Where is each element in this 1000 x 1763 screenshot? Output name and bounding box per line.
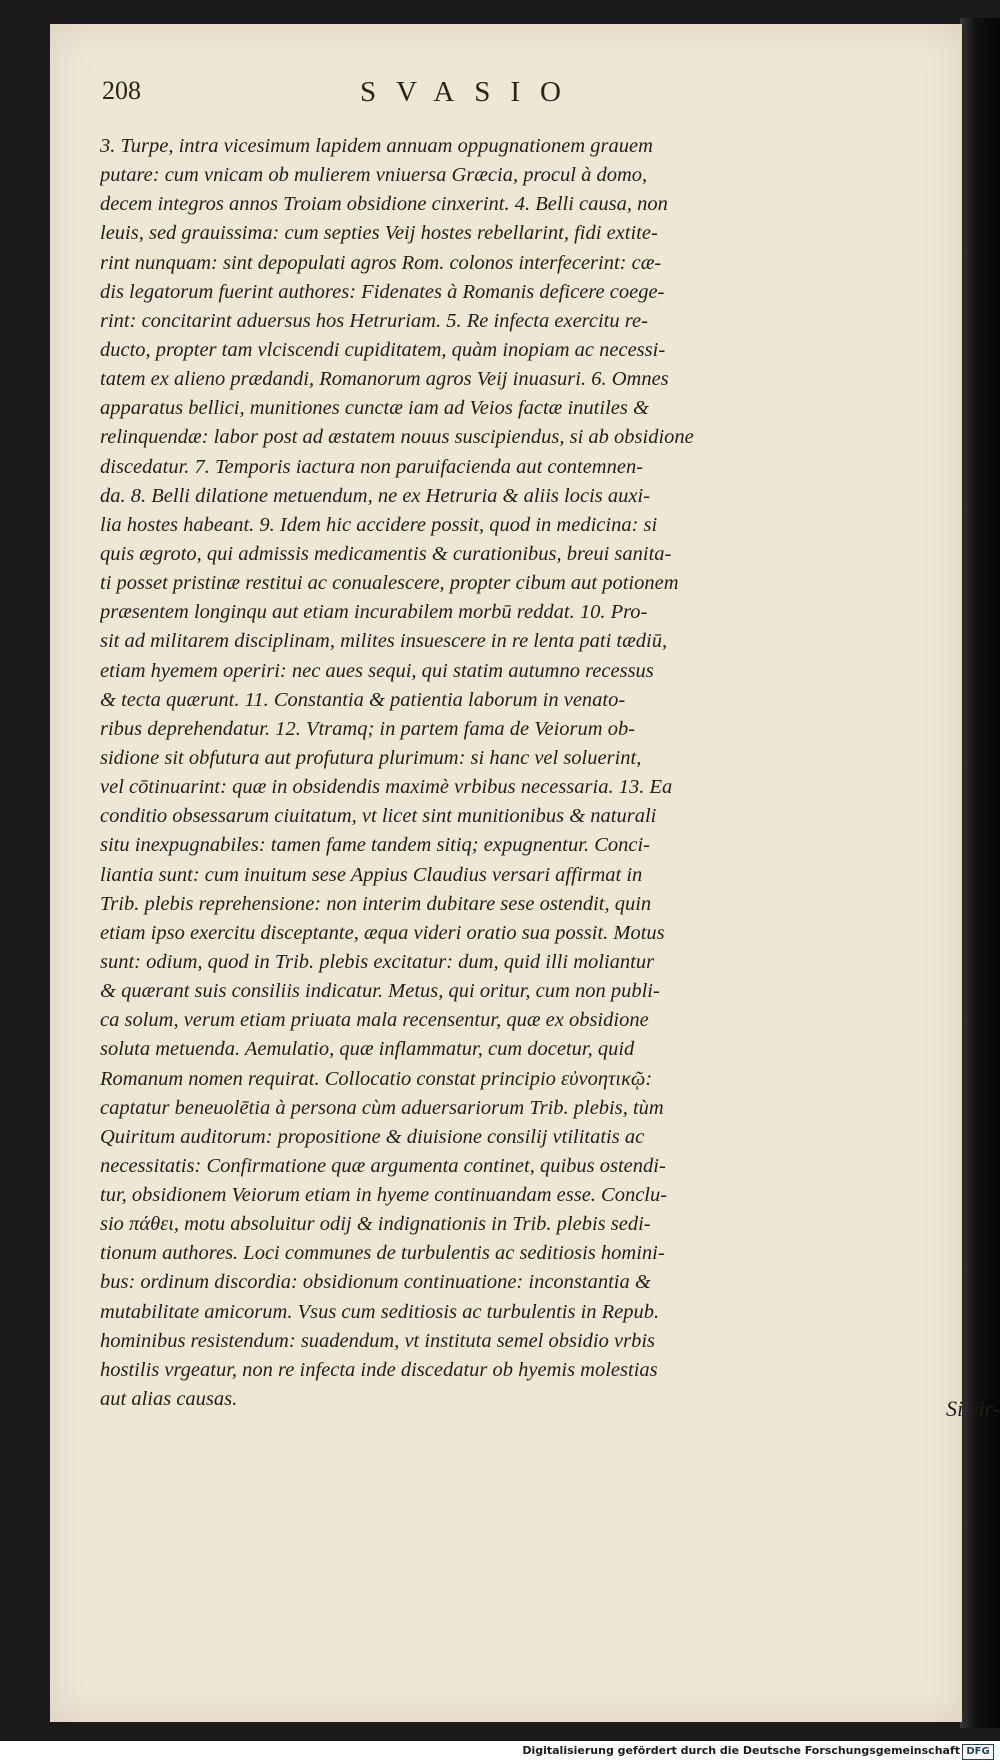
- text-line: Romanum nomen requirat. Collocatio constat principio εὐνοητικῷ:: [100, 1067, 653, 1090]
- text-line: dis legatorum fuerint authores: Fidenates à Romanis deficere coege-: [100, 280, 665, 303]
- text-line: ducto, propter tam vlciscendi cupiditatem, quàm inopiam ac necessi-: [100, 338, 666, 361]
- digitization-credit: Digitalisierung gefördert durch die Deutsche Forschungsgemeinschaft: [522, 1744, 960, 1757]
- text-line: bus: ordinum discordia: obsidionum continuatione: inconstantia &: [100, 1271, 651, 1294]
- text-line: quis ægroto, qui admissis medicamentis & curationibus, breui sanita-: [100, 542, 672, 565]
- page-number: 208: [102, 76, 141, 105]
- text-line: sidione sit obfutura aut profutura plurimum: si hanc vel soluerint,: [100, 746, 642, 769]
- text-line: tur, obsidionem Veiorum etiam in hyeme continuandam esse. Conclu-: [100, 1184, 668, 1207]
- text-line: leuis, sed grauissima: cum septies Veij hostes rebellarint, fidi extite-: [100, 222, 658, 245]
- text-line: & quærant suis consiliis indicatur. Metus, qui oritur, cum non publi-: [100, 980, 660, 1003]
- text-line: captatur beneuolētia à persona cùm aduersariorum Trib. plebis, tùm: [100, 1096, 664, 1119]
- text-line: Quiritum auditorum: propositione & diuisione consilij vtilitatis ac: [100, 1125, 645, 1148]
- text-line: etiam ipso exercitu disceptante, æqua videri oratio sua possit. Motus: [100, 921, 665, 944]
- text-line: vel cōtinuarint: quæ in obsidendis maximè vrbibus necessaria. 13. Ea: [100, 776, 673, 799]
- text-line: 3. Turpe, intra vicesimum lapidem annuam oppugnationem grauem: [100, 135, 653, 157]
- text-line: rint: concitarint aduersus hos Hetruriam. 5. Re infecta exercitu re-: [100, 309, 648, 332]
- text-line: tatem ex alieno prædandi, Romanorum agros Veij inuasuri. 6. Omnes: [100, 368, 669, 391]
- page-body-text: [100, 132, 960, 1414]
- text-line: præsentem longinqu aut etiam incurabilem morbū reddat. 10. Pro-: [100, 601, 648, 624]
- text-line: apparatus bellici, munitiones cunctæ iam ad Veios factæ inutiles &: [100, 397, 649, 420]
- text-line: relinquendæ: labor post ad æstatem nouus suscipiendus, si ab obsidione: [100, 426, 694, 449]
- text-line: sunt: odium, quod in Trib. plebis excitatur: dum, quid illi moliantur: [100, 950, 655, 973]
- text-line: putare: cum vnicam ob mulierem vniuersa Græcia, procul à domo,: [100, 164, 648, 187]
- text-line: etiam hyemem operiri: nec aues sequi, qui statim autumno recessus: [100, 659, 654, 682]
- text-line: & tecta quærunt. 11. Constantia & patientia laborum in venato-: [100, 688, 626, 711]
- text-line: discedatur. 7. Temporis iactura non paruifacienda aut contemnen-: [100, 455, 644, 478]
- text-line: liantia sunt: cum inuitum sese Appius Claudius versari affirmat in: [100, 863, 643, 886]
- text-line: rint nunquam: sint depopulati agros Rom. colonos interfecerint: cæ-: [100, 251, 662, 274]
- text-line: hominibus resistendum: suadendum, vt instituta semel obsidio vrbis: [100, 1329, 655, 1352]
- text-line: Trib. plebis reprehensione: non interim dubitare sese ostendit, quin: [100, 892, 652, 915]
- book-page: [50, 24, 1000, 1722]
- catchword: Si vir-: [946, 1396, 1000, 1421]
- text-line: sit ad militarem disciplinam, milites insuescere in re lenta pati tædiū,: [100, 630, 668, 653]
- text-line: necessitatis: Confirmatione quæ argumenta continet, quibus ostendi-: [100, 1154, 666, 1177]
- text-line: hostilis vrgeatur, non re infecta inde discedatur ob hyemis molestias: [100, 1358, 658, 1381]
- dfg-logo-icon: DFG: [962, 1744, 994, 1760]
- text-line: tionum authores. Loci communes de turbulentis ac seditiosis homini-: [100, 1242, 665, 1265]
- text-line: lia hostes habeant. 9. Idem hic accidere possit, quod in medicina: si: [100, 513, 658, 536]
- text-line: ti posset pristinæ restitui ac conualescere, propter cibum aut potionem: [100, 572, 679, 595]
- text-line: soluta metuenda. Aemulatio, quæ inflammatur, cum docetur, quid: [100, 1038, 635, 1061]
- running-title: SVASIO: [360, 76, 582, 108]
- text-line: situ inexpugnabiles: tamen fame tandem sitiq; expugnentur. Conci-: [100, 834, 650, 857]
- text-line: decem integros annos Troiam obsidione cinxerint. 4. Belli causa, non: [100, 193, 668, 216]
- text-line: da. 8. Belli dilatione metuendum, ne ex Hetruria & aliis locis auxi-: [100, 484, 650, 507]
- book-binding-edge: [960, 18, 1000, 1728]
- text-line: sio πάθει, motu absoluitur odij & indignationis in Trib. plebis sedi-: [100, 1213, 651, 1236]
- text-line: ca solum, verum etiam priuata mala recensentur, quæ ex obsidione: [100, 1009, 649, 1032]
- text-line: ribus deprehendatur. 12. Vtramq; in partem fama de Veiorum ob-: [100, 717, 636, 740]
- text-line: conditio obsessarum ciuitatum, vt licet sint munitionibus & naturali: [100, 805, 657, 828]
- text-line: mutabilitate amicorum. Vsus cum seditiosis ac turbulentis in Repub.: [100, 1300, 660, 1323]
- text-line: aut alias causas.: [100, 1388, 238, 1411]
- page-header: [102, 76, 902, 122]
